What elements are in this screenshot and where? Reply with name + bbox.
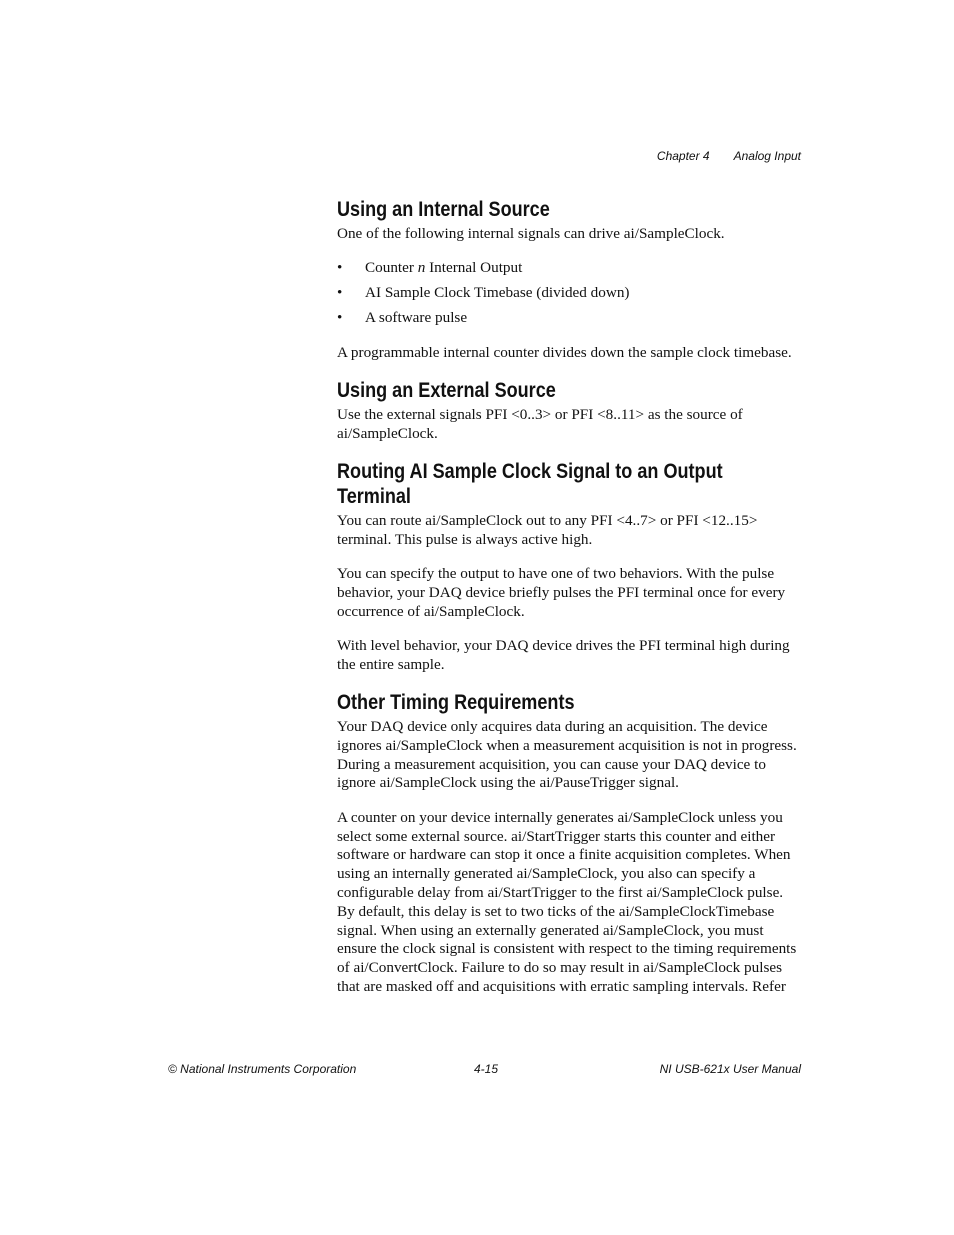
page-body [337, 197, 804, 1012]
list-item: • A software pulse [337, 309, 468, 327]
section-label: Analog Input [733, 149, 801, 163]
bullet-list [337, 259, 804, 328]
list-item: • Counter n Internal Output [337, 259, 523, 277]
italic-variable: n [417, 259, 426, 277]
bullet-icon: • [337, 284, 343, 302]
section-routing-output [337, 459, 804, 675]
section-heading: Using an External Source [337, 378, 556, 402]
section-other-timing [337, 690, 804, 997]
paragraph: You can route ai/SampleClock out to any PFI <4..7> or PFI <12..15> terminal. This pulse is always active high. [337, 511, 758, 548]
footer-copyright: © National Instruments Corporation [168, 1062, 357, 1076]
bullet-icon: • [337, 309, 343, 327]
paragraph: Use the external signals PFI <0..3> or PFI <8..11> as the source of ai/SampleClock. [337, 405, 743, 442]
section-heading: Routing AI Sample Clock Signal to an Output Terminal [337, 459, 723, 508]
section-heading: Using an Internal Source [337, 198, 550, 221]
section-internal-source [337, 197, 804, 362]
running-header [657, 149, 801, 163]
page-footer [168, 1062, 801, 1078]
paragraph: One of the following internal signals can drive ai/SampleClock. [337, 225, 725, 242]
section-external-source [337, 378, 804, 444]
paragraph: A counter on your device internally generates ai/SampleClock unless you select some external source. ai/StartTrigger starts this counter and either software or hardware can stop it once a finite acquisition completes. When using an internally generated ai/SampleClock, you also can specify a configurable delay from ai/StartTrigger to the first ai/SampleClock pulse. By default, this delay is set to two ticks of the ai/SampleClockTimebase signal. When using an externally generated ai/SampleClock, you must ensure the clock signal is consistent with respect to the timing requirements of ai/ConvertClock. Failure to do so may result in ai/SampleClock pulses that are masked off and acquisitions with erratic sampling intervals. Refer [337, 808, 797, 995]
paragraph: You can specify the output to have one of two behaviors. With the pulse behavior, your DAQ device briefly pulses the PFI terminal once for every occurrence of ai/SampleClock. [337, 565, 786, 620]
paragraph: Your DAQ device only acquires data during an acquisition. The device ignores ai/SampleClock when a measurement acquisition is not in progress. During a measurement acquisition, you can cause your DAQ device to ignore ai/SampleClock using the ai/PauseTrigger signal. [337, 718, 797, 792]
page-number: 4-15 [474, 1062, 499, 1076]
section-heading: Other Timing Requirements [337, 691, 575, 715]
bullet-icon: • [337, 259, 343, 277]
list-item: • AI Sample Clock Timebase (divided down) [337, 284, 630, 302]
paragraph: With level behavior, your DAQ device drives the PFI terminal high during the entire sample. [337, 636, 790, 673]
footer-manual-title: NI USB-621x User Manual [659, 1062, 801, 1076]
paragraph: A programmable internal counter divides down the sample clock timebase. [337, 343, 792, 361]
chapter-label: Chapter 4 [656, 149, 710, 163]
